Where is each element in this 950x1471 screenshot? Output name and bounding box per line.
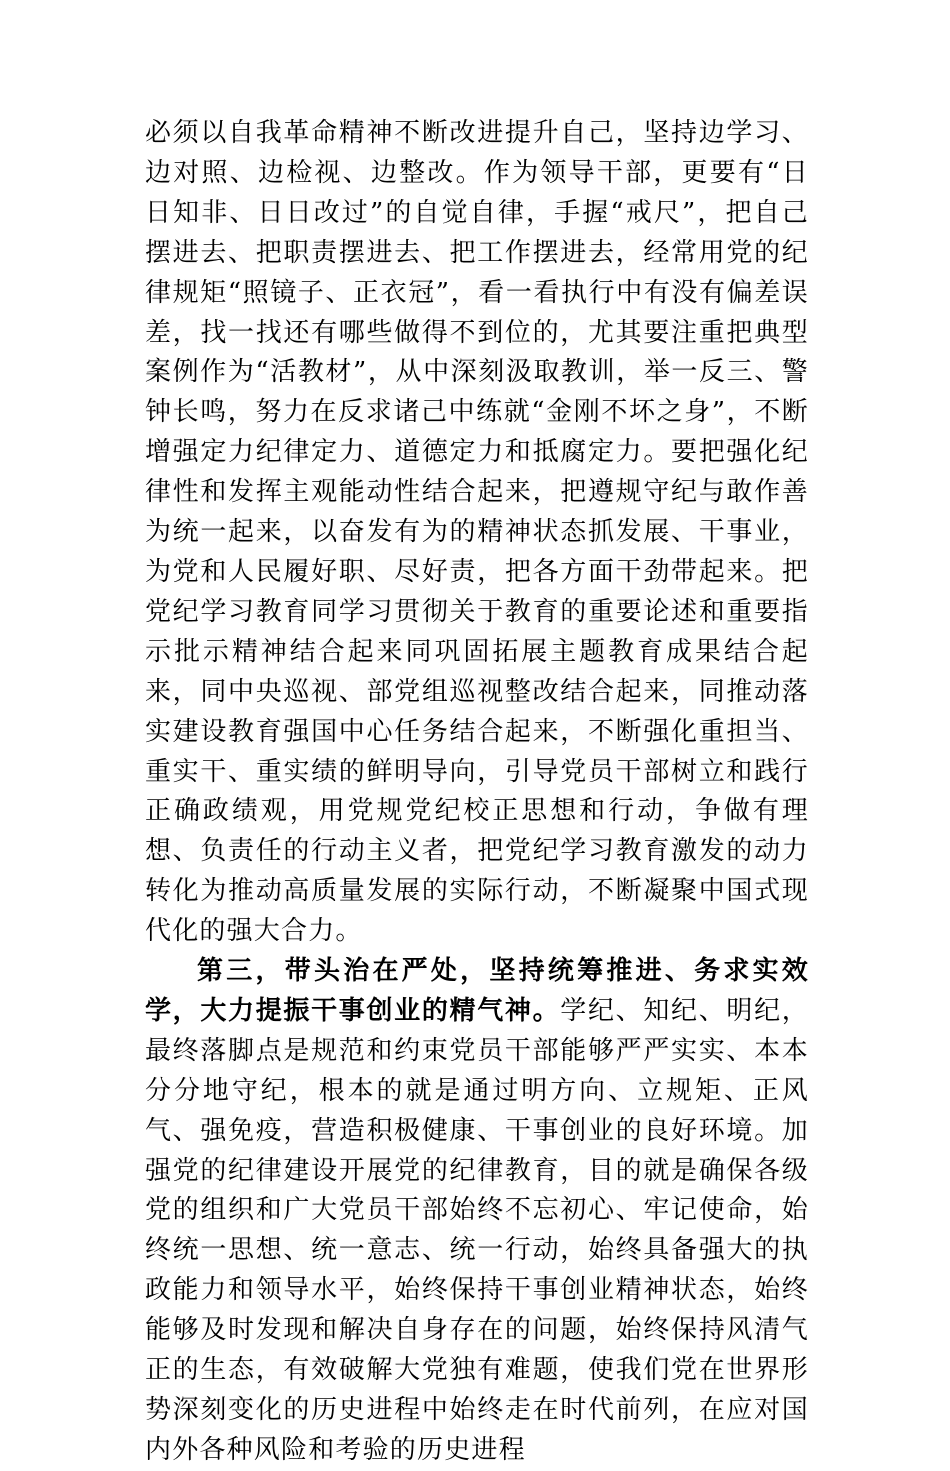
- paragraph-lead-heading: 第三，带头治在严处，坚持统筹推进、务求实效学，大力提振干事创业的精气神。: [145, 956, 809, 1026]
- paragraph-continued: 必须以自我革命精神不断改进提升自己，坚持边学习、边对照、边检视、边整改。作为领导干部，更要有“日日知非、日日改过”的自觉自律，手握“戒尺”，把自己摆进去、把职责摆进去、把工作摆进去，经常用党的纪律规矩“照镜子、正衣冠”，看一看执行中有没有偏差误差，找一找还有哪些做得不到位的，尤其要注重把典型案例作为“活教材”，从中深刻汲取教训，举一反三、警钟长鸣，努力在反求诸己中练就“金刚不坏之身”，不断增强定力纪律定力、道德定力和抵腐定力。要把强化纪律性和发挥主观能动性结合起来，把遵规守纪与敢作善为统一起来，以奋发有为的精神状态抓发展、干事业，为党和人民履好职、尽好责，把各方面干劲带起来。把党纪学习教育同学习贯彻关于教育的重要论述和重要指示批示精神结合起来同巩固拓展主题教育成果结合起来，同中央巡视、部党组巡视整改结合起来，同推动落实建设教育强国中心任务结合起来，不断强化重担当、重实干、重实绩的鲜明导向，引导党员干部树立和践行正确政绩观，用党规党纪校正思想和行动，争做有理想、负责任的行动主义者，把党纪学习教育激发的动力转化为推动高质量发展的实际行动，不断凝聚中国式现代化的强大合力。: [145, 118, 809, 947]
- paragraph-body-text: 学纪、知纪、明纪，最终落脚点是规范和约束党员干部能够严严实实、本本分分地守纪，根本的就是通过明方向、立规矩、正风气、强免疫，营造积极健康、干事创业的良好环境。加强党的纪律建设开展党的纪律教育，目的就是确保各级党的组织和广大党员干部始终不忘初心、牢记使命，始终统一思想、统一意志、统一行动，始终具备强大的执政能力和领导水平，始终保持干事创业精神状态，始终能够及时发现和解决自身存在的问题，始终保持风清气正的生态，有效破解大党独有难题，使我们党在世界形势深刻变化的历史进程中始终走在时代前列，在应对国内外各种风险和考验的历史进程: [145, 995, 809, 1465]
- document-body: [145, 114, 809, 1471]
- paragraph-third-point: [145, 952, 809, 1471]
